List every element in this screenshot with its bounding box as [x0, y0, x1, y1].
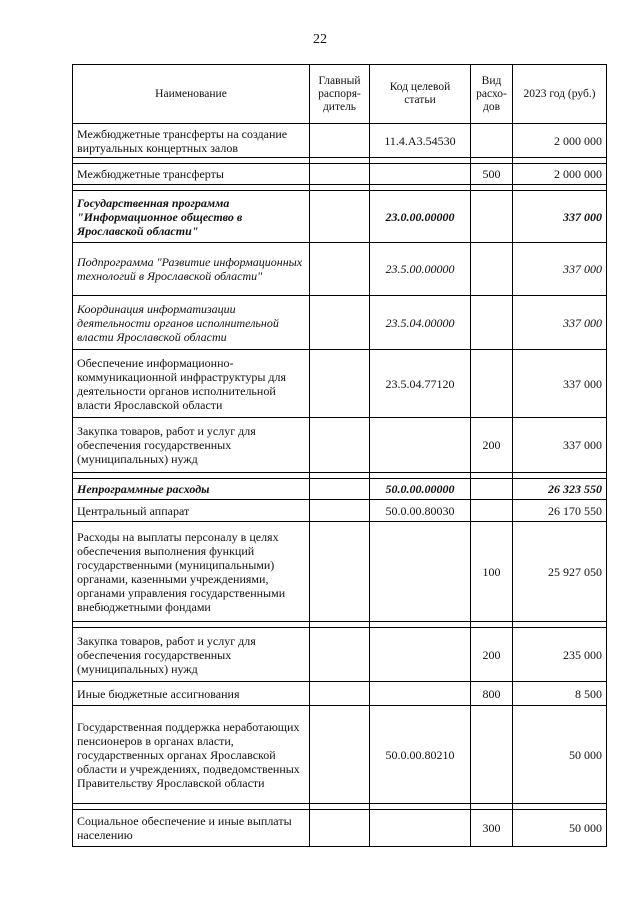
table-row: [73, 296, 607, 350]
row-kind: 100: [471, 522, 513, 622]
row-kind: 300: [471, 810, 513, 847]
row-admin: [310, 164, 370, 185]
row-code: 23.0.00.00000: [370, 191, 471, 243]
row-code: [370, 418, 471, 473]
row-code: [370, 628, 471, 682]
table-row: [73, 191, 607, 243]
table-row: [73, 522, 607, 622]
row-admin: [310, 682, 370, 706]
row-admin: [310, 479, 370, 500]
row-admin: [310, 706, 370, 804]
header-name: Наименование: [73, 65, 310, 124]
row-kind: 200: [471, 418, 513, 473]
header-row: [73, 65, 607, 124]
row-code: [370, 164, 471, 185]
row-kind: [471, 124, 513, 158]
row-code: [370, 522, 471, 622]
row-name: Иные бюджетные ассигнования: [73, 682, 310, 706]
row-name: Координация информатизации деятельности органов исполнительной власти Ярославской области: [73, 296, 310, 350]
row-amount: 25 927 050: [513, 522, 607, 622]
header-kind: Вид расхо-дов: [471, 65, 513, 124]
row-admin: [310, 418, 370, 473]
row-amount: 8 500: [513, 682, 607, 706]
row-name: Подпрограмма "Развитие информационных технологий в Ярославской области": [73, 243, 310, 296]
table-row: [73, 810, 607, 847]
row-amount: 337 000: [513, 243, 607, 296]
row-kind: [471, 191, 513, 243]
row-kind: [471, 706, 513, 804]
row-name: Обеспечение информационно-коммуникационной инфраструктуры для деятельности органов исполнительной власти Ярославской области: [73, 350, 310, 418]
row-name: Расходы на выплаты персоналу в целях обеспечения выполнения функций государственными (муниципальными) органами, казенными учреждениями, органами управления государственными внебюджетными фондами: [73, 522, 310, 622]
row-code: 11.4.А3.54530: [370, 124, 471, 158]
header-amount: 2023 год (руб.): [513, 65, 607, 124]
row-admin: [310, 500, 370, 522]
table-row: [73, 124, 607, 158]
table-row: [73, 164, 607, 185]
row-amount: 2 000 000: [513, 164, 607, 185]
row-kind: [471, 296, 513, 350]
table-row: [73, 628, 607, 682]
row-admin: [310, 628, 370, 682]
row-code: [370, 682, 471, 706]
budget-table: [72, 64, 607, 847]
row-amount: 26 323 550: [513, 479, 607, 500]
row-name: Межбюджетные трансферты на создание виртуальных концертных залов: [73, 124, 310, 158]
row-admin: [310, 124, 370, 158]
row-name: Центральный аппарат: [73, 500, 310, 522]
row-amount: 337 000: [513, 350, 607, 418]
row-admin: [310, 243, 370, 296]
row-amount: 50 000: [513, 810, 607, 847]
row-name: Закупка товаров, работ и услуг для обеспечения государственных (муниципальных) нужд: [73, 418, 310, 473]
row-admin: [310, 296, 370, 350]
header-admin: Главный распоря-дитель: [310, 65, 370, 124]
row-kind: [471, 500, 513, 522]
row-name: Непрограммные расходы: [73, 479, 310, 500]
table-row: [73, 706, 607, 804]
header-code: Код целевой статьи: [370, 65, 471, 124]
row-admin: [310, 191, 370, 243]
row-admin: [310, 350, 370, 418]
row-name: Закупка товаров, работ и услуг для обеспечения государственных (муниципальных) нужд: [73, 628, 310, 682]
row-amount: 50 000: [513, 706, 607, 804]
row-amount: 26 170 550: [513, 500, 607, 522]
row-amount: 337 000: [513, 418, 607, 473]
row-name: Государственная поддержка неработающих пенсионеров в органах власти, государственных органах Ярославской области и учреждениях, подведомственных Правительству Ярославской области: [73, 706, 310, 804]
row-name: Социальное обеспечение и иные выплаты населению: [73, 810, 310, 847]
row-kind: [471, 479, 513, 500]
table-row: [73, 479, 607, 500]
table-row: [73, 350, 607, 418]
row-code: 23.5.00.00000: [370, 243, 471, 296]
row-admin: [310, 522, 370, 622]
row-kind: [471, 350, 513, 418]
row-name: Межбюджетные трансферты: [73, 164, 310, 185]
row-code: 23.5.04.00000: [370, 296, 471, 350]
row-code: 50.0.00.80030: [370, 500, 471, 522]
row-kind: 200: [471, 628, 513, 682]
row-amount: 337 000: [513, 296, 607, 350]
row-amount: 235 000: [513, 628, 607, 682]
row-kind: [471, 243, 513, 296]
row-name: Государственная программа "Информационное общество в Ярославской области": [73, 191, 310, 243]
row-kind: 500: [471, 164, 513, 185]
row-code: 50.0.00.80210: [370, 706, 471, 804]
table-row: [73, 243, 607, 296]
row-amount: 2 000 000: [513, 124, 607, 158]
page-number: 22: [313, 32, 327, 47]
table-row: [73, 500, 607, 522]
table-row: [73, 418, 607, 473]
row-kind: 800: [471, 682, 513, 706]
row-code: 50.0.00.00000: [370, 479, 471, 500]
table-row: [73, 682, 607, 706]
row-code: 23.5.04.77120: [370, 350, 471, 418]
row-code: [370, 810, 471, 847]
row-amount: 337 000: [513, 191, 607, 243]
row-admin: [310, 810, 370, 847]
